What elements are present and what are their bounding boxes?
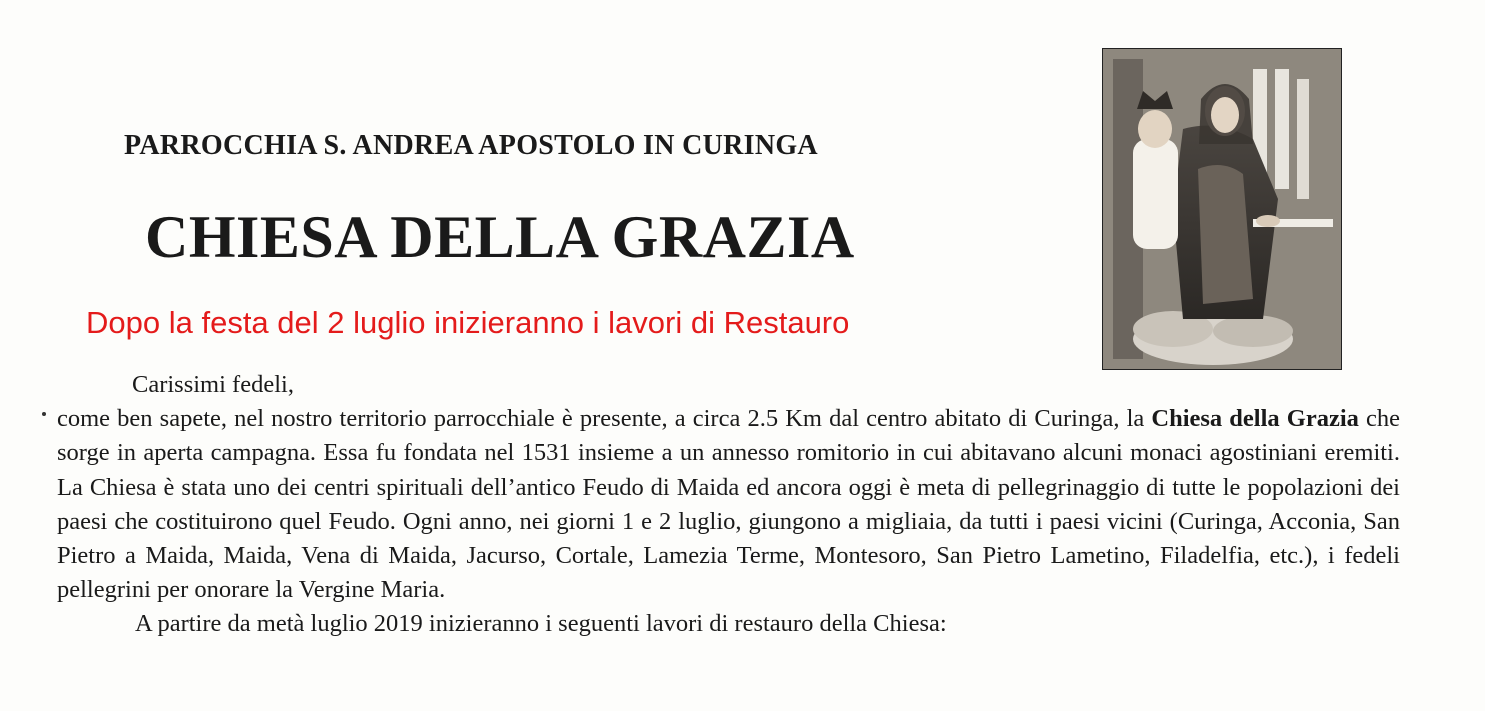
paragraph-rest: che sorge in aperta campagna. Essa fu fondata nel 1531 insieme a un annesso romitorio in cui abitavano alcuni monaci agostiniani eremiti. La Chiesa è stata uno dei centri spirituali dell’antico Feudo di Maida ed ancora oggi è meta di pellegrinaggio di tutte le popolazioni dei paesi che costituirono quel Feudo. Ogni anno, nei giorni 1 e 2 luglio, giungono a migliaia, da tutti i paesi vicini (Curinga, Acconia, San Pietro a Maida, Maida, Vena di Maida, Jacurso, Cortale, Lamezia Terme, Montesoro, San Pietro Lametino, Filadelfia, etc.), i fedeli pellegrini per onorare la Vergine Maria. bbox=[57, 405, 1401, 604]
restoration-notice: Dopo la festa del 2 luglio inizieranno i lavori di Restauro bbox=[86, 305, 850, 340]
greeting: Carissimi fedeli, bbox=[132, 371, 294, 398]
letter-paragraph bbox=[57, 402, 1400, 607]
church-name-bold: Chiesa della Grazia bbox=[1151, 405, 1359, 433]
paragraph-start: come ben sapete, nel nostro territorio parrocchiale è presente, a circa 2.5 Km dal centro abitato di Curinga, la bbox=[57, 405, 1152, 433]
closing-line: A partire da metà luglio 2019 inizieranno i seguenti lavori di restauro della Chiesa: bbox=[135, 610, 947, 638]
madonna-with-child-icon bbox=[1103, 49, 1341, 369]
page-title: CHIESA DELLA GRAZIA bbox=[145, 204, 855, 270]
parish-name: PARROCCHIA S. ANDREA APOSTOLO IN CURINGA bbox=[124, 130, 818, 161]
madonna-statue-photo bbox=[1102, 48, 1342, 370]
letter-body bbox=[57, 368, 1400, 642]
stray-dot bbox=[42, 412, 46, 416]
